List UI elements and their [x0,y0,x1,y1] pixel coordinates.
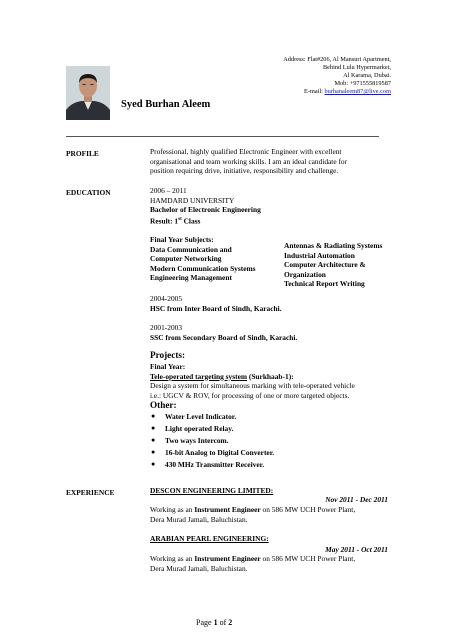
subject-item: Industrial Automation [284,250,355,260]
hsc-block [150,294,282,313]
final-year-project [150,362,355,400]
profile-text [150,147,394,176]
hsc-period: 2004-2005 [150,294,183,303]
job-line [150,505,355,515]
candidate-name: Syed Burhan Aleem [121,99,211,110]
job-line-suffix: on 586 MW UCH Power Plant, [260,505,356,514]
ssc-period: 2001-2003 [150,323,183,332]
address-line: Al Karama, Dubai. [343,72,391,79]
bullet-icon: ● [151,424,156,432]
result-suffix: Class [181,216,201,226]
job-role: Instrument Engineer [194,554,261,563]
other-project-item: 16-bit Analog to Digital Converter. [165,448,275,457]
email-line [283,88,391,96]
subject-item: Antennas & Radiating Systems [284,241,383,250]
bullet-icon: ● [151,448,156,456]
page-total: 2 [228,618,233,627]
job-line [150,554,355,564]
profile-line: Professional, highly qualified Electronic Engineer with excellent [150,147,342,156]
result-sup: st [178,216,182,222]
final-year-subjects-left [150,235,256,283]
header-divider [66,136,379,137]
university-name: HAMDARD UNIVERSITY [150,195,235,205]
result-text: Result: 1 [150,216,179,226]
job-dates: Nov 2011 - Dec 2011 [325,495,388,504]
job-location: Dera Murad Jamali, Baluchistan. [150,514,248,524]
other-projects-heading: Other: [150,400,177,410]
job-description [150,505,355,524]
email-label: E-mail: [304,88,323,95]
ssc-block [150,323,297,342]
address-line: Behind Lulu Hypermarket, [322,64,391,71]
page-of: of [217,618,229,627]
project-desc-line: i.e.: UGCV & ROV, for processing of one or more targeted objects. [150,390,350,400]
ssc-detail: SSC from Secondary Board of Sindh, Karachi. [150,332,298,342]
address-line: Address: Flat#206, Al Mansuri Apartment, [283,56,391,63]
education-degree-block [150,186,261,226]
email-link[interactable]: burhanaleem87@live.com [324,88,391,95]
hsc-detail: HSC from Inter Board of Sindh, Karachi. [150,303,282,313]
job-description [150,554,355,573]
profile-line: position requiring drive, initiative, responsibility and challenge. [150,166,339,176]
final-year-subjects-right [284,241,382,289]
subject-item: Data Communication and [150,244,232,254]
company-name: ARABIAN PEARL ENGINEERING: [150,534,269,543]
subject-item: Engineering Management [150,273,232,283]
bullet-icon: ● [151,460,156,468]
other-project-item: Light operated Relay. [165,424,234,433]
education-heading: EDUCATION [66,188,111,197]
address-block [283,56,391,96]
project-title: Tele-operated targeting system [150,371,248,381]
profile-line: organisational and team working skills. I am an ideal candidate for [150,156,348,166]
subject-item: Computer Architecture & [284,260,366,270]
degree-title: Bachelor of Electronic Engineering [150,205,261,215]
experience-heading: EXPERIENCE [66,488,115,497]
subject-item: Organization [284,269,326,279]
page-prefix: Page [196,618,214,627]
subject-item: Technical Report Writing [284,279,365,289]
bullet-icon: ● [151,436,156,444]
subjects-heading: Final Year Subjects: [150,235,214,244]
page-number [196,618,232,627]
subject-item: Computer Networking [150,254,222,264]
subject-item: Modern Communication Systems [150,263,256,273]
degree-result [150,215,261,226]
profile-heading: PROFILE [66,149,99,158]
phone-line: Mob: +971555819587 [334,80,391,87]
projects-heading: Projects: [150,350,186,360]
bullet-icon: ● [151,412,156,420]
job-line-prefix: Working as an [150,554,195,563]
page-current: 1 [213,618,218,627]
other-project-item: Two ways Intercom. [165,436,229,445]
other-project-item: 430 MHz Transmitter Receiver. [165,460,265,469]
job-dates: May 2011 - Oct 2011 [325,545,388,554]
profile-photo [66,66,110,120]
final-year-label: Final Year: [150,362,186,371]
company-name: DESCON ENGINEERING LIMITED: [150,486,274,495]
job-line-prefix: Working as an [150,505,195,514]
job-role: Instrument Engineer [194,505,261,514]
project-title-suffix: (Surkhaab-1): [247,371,294,381]
education-period: 2006 – 2011 [150,186,187,195]
job-location: Dera Murad Jamali, Baluchistan. [150,563,248,573]
job-line-suffix: on 586 MW UCH Power Plant, [260,554,356,563]
project-desc-line: Design a system for simultaneous marking with tele-operated vehicle [150,381,355,391]
other-project-item: Water Level Indicator. [165,412,237,421]
project-title-line [150,372,355,382]
